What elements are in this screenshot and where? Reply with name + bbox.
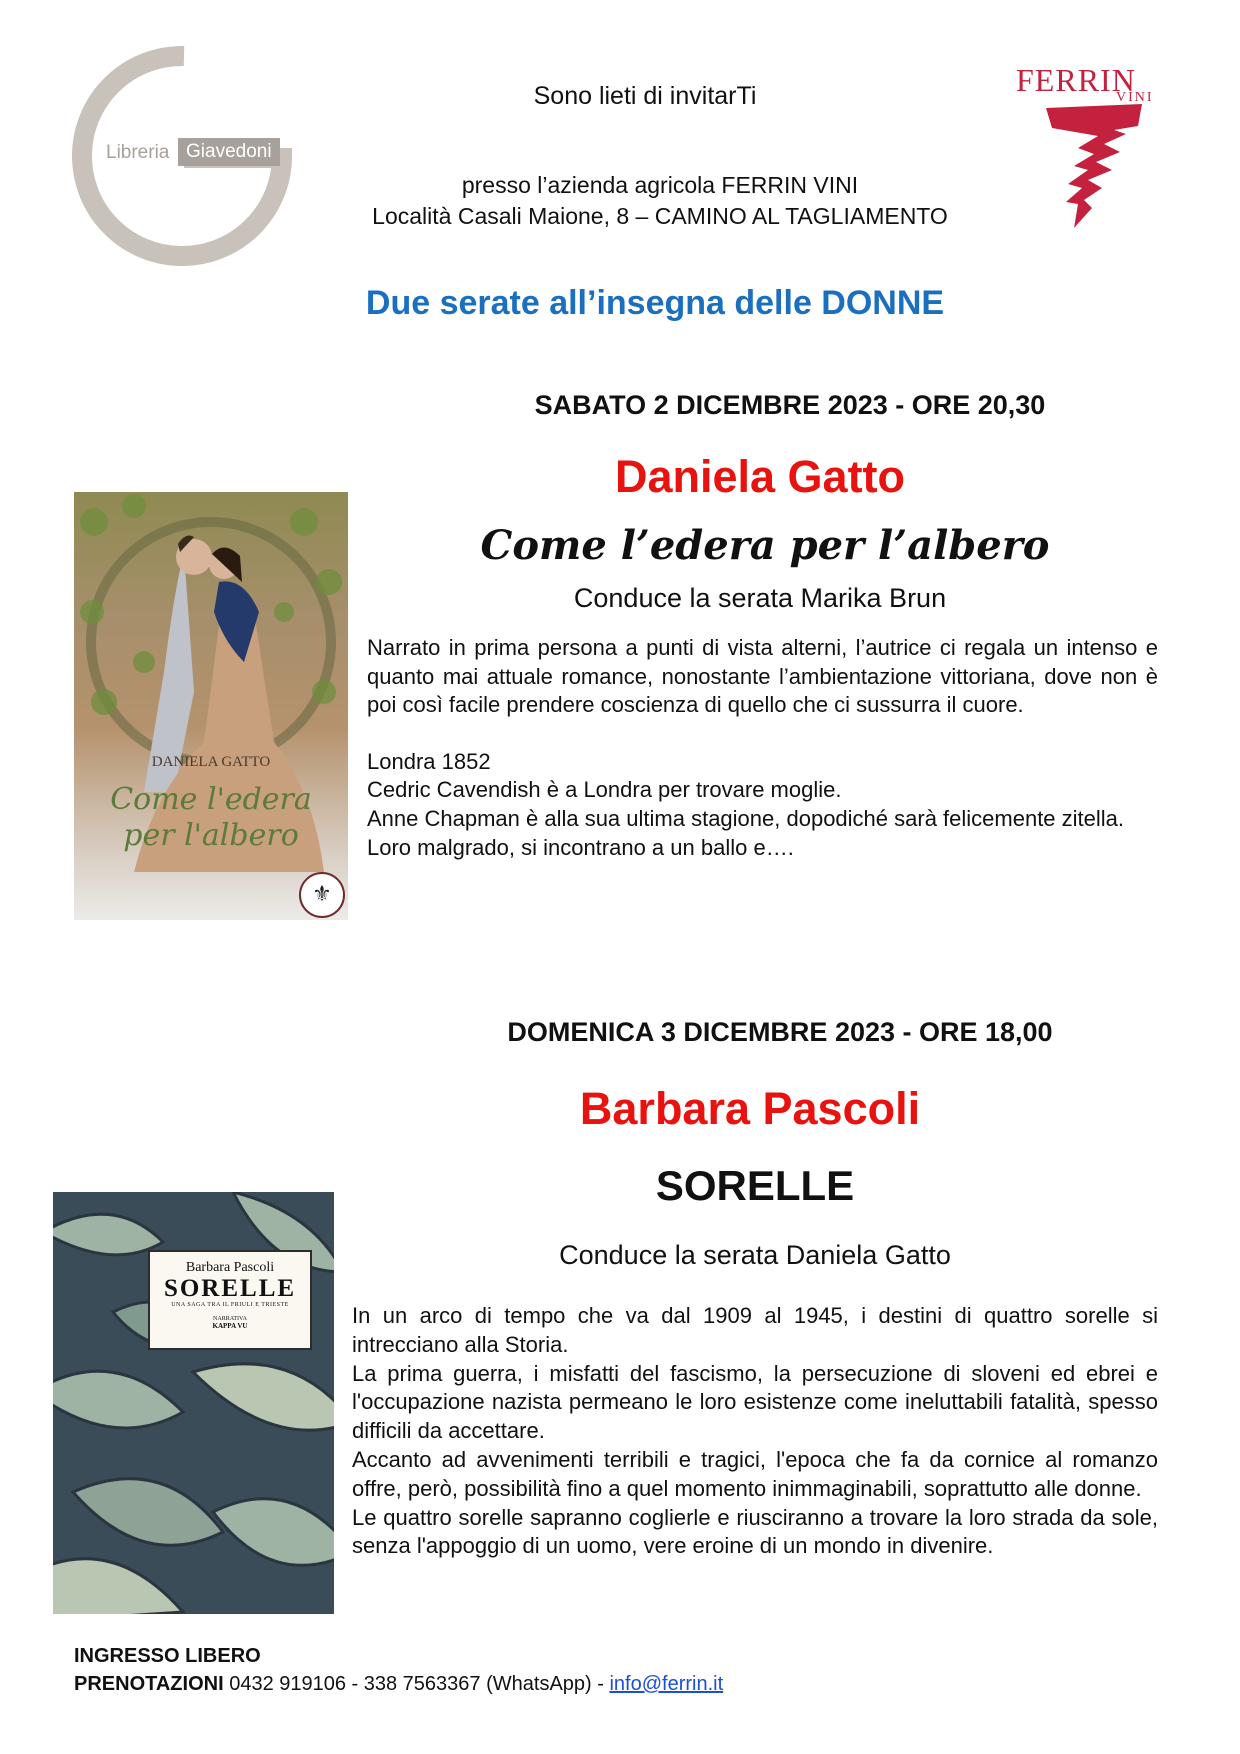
cover1-author: DANIELA GATTO	[151, 754, 271, 770]
event2-paragraph: In un arco di tempo che va dal 1909 al 1945, i destini di quattro sorelle si intrecciano alla Storia.	[352, 1303, 1158, 1357]
event2-description	[352, 1302, 1158, 1561]
ferrin-logo-title: FERRIN	[1016, 62, 1136, 98]
libreria-word: Libreria	[106, 142, 170, 163]
cover2-subtitle: UNA SAGA TRA IL FRIULI E TRIESTE	[171, 1302, 289, 1308]
cover2-publisher: KAPPA VU	[212, 1322, 248, 1330]
event2-book-cover	[53, 1192, 334, 1614]
cover2-author: Barbara Pascoli	[185, 1260, 275, 1275]
cover-illustration	[74, 492, 348, 920]
entry-note: INGRESSO LIBERO	[74, 1645, 261, 1667]
invite-line: Sono lieti di invitarTi	[533, 82, 757, 110]
booking-line	[74, 1673, 723, 1696]
libreria-name: Giavedoni	[178, 138, 280, 166]
event1-line: Cedric Cavendish è a Londra per trovare moglie.	[367, 777, 842, 803]
event2-paragraph: Le quattro sorelle sapranno coglierle e riusciranno a trovare la loro strada da sole, senza l'appoggio di un uomo, vere eroine di un mondo in divenire.	[352, 1504, 1158, 1559]
event1-book-cover	[74, 492, 348, 920]
event1-book-title: Come l’edera per l’albero	[480, 522, 1050, 569]
event1-line: Anne Chapman è alla sua ultima stagione, dopodiché sarà felicemente zitella.	[367, 805, 1125, 831]
event1-date: SABATO 2 DICEMBRE 2023 - ORE 20,30	[534, 390, 1046, 420]
event2-author: Barbara Pascoli	[579, 1083, 921, 1134]
event2-paragraph: La prima guerra, i misfatti del fascismo, la persecuzione di sloveni ed ebrei e l'occupazione nazista permeano le loro esistenze come ineluttabili fatalità, spesso difficili da accettare.	[352, 1360, 1158, 1444]
booking-phones: 0432 919106 - 338 7563367 (WhatsApp) -	[223, 1673, 610, 1695]
cover1-title-line2: per l'albero	[123, 818, 299, 853]
venue-line-1: presso l’azienda agricola FERRIN VINI	[461, 172, 859, 198]
venue-line-2: Località Casali Maione, 8 – CAMINO AL TAGLIAMENTO	[372, 203, 948, 229]
ferrin-logo-sub: VINI	[1116, 90, 1154, 105]
publisher-badge-icon: ⚜	[299, 872, 345, 918]
cover1-title	[74, 782, 348, 854]
event1-line: Loro malgrado, si incontrano a un ballo e….	[367, 834, 794, 860]
cover1-title-line1: Come l'edera	[110, 782, 312, 817]
event2-paragraph: Accanto ad avvenimenti terribili e tragici, l'epoca che fa da cornice al romanzo offre, però, possibilità fino a quel momento inimmaginabili, soprattutto alle donne.	[352, 1446, 1158, 1501]
event-headline: Due serate all’insegna delle DONNE	[365, 284, 945, 322]
email-link[interactable]: info@ferrin.it	[609, 1673, 724, 1695]
event1-line: Londra 1852	[367, 748, 491, 774]
event1-author: Daniela Gatto	[614, 451, 906, 502]
event1-description	[367, 634, 1158, 862]
cover2-title: SORELLE	[163, 1275, 297, 1302]
booking-label: PRENOTAZIONI	[74, 1673, 224, 1695]
cover2-label	[148, 1250, 312, 1350]
cover2-series: NARRATIVA	[213, 1316, 247, 1322]
event2-book-title: SORELLE	[655, 1162, 855, 1209]
event1-intro: Narrato in prima persona a punti di vista alterni, l’autrice ci regala un intenso e quanto mai attuale romance, nonostante l’ambientazione vittoriana, dove non è poi così facile prendere coscienza di quello che ci sussurra il cuore.	[367, 635, 1158, 718]
event1-host: Conduce la serata Marika Brun	[573, 583, 947, 613]
event2-host: Conduce la serata Daniela Gatto	[559, 1240, 951, 1270]
event2-date: DOMENICA 3 DICEMBRE 2023 - ORE 18,00	[507, 1017, 1053, 1047]
